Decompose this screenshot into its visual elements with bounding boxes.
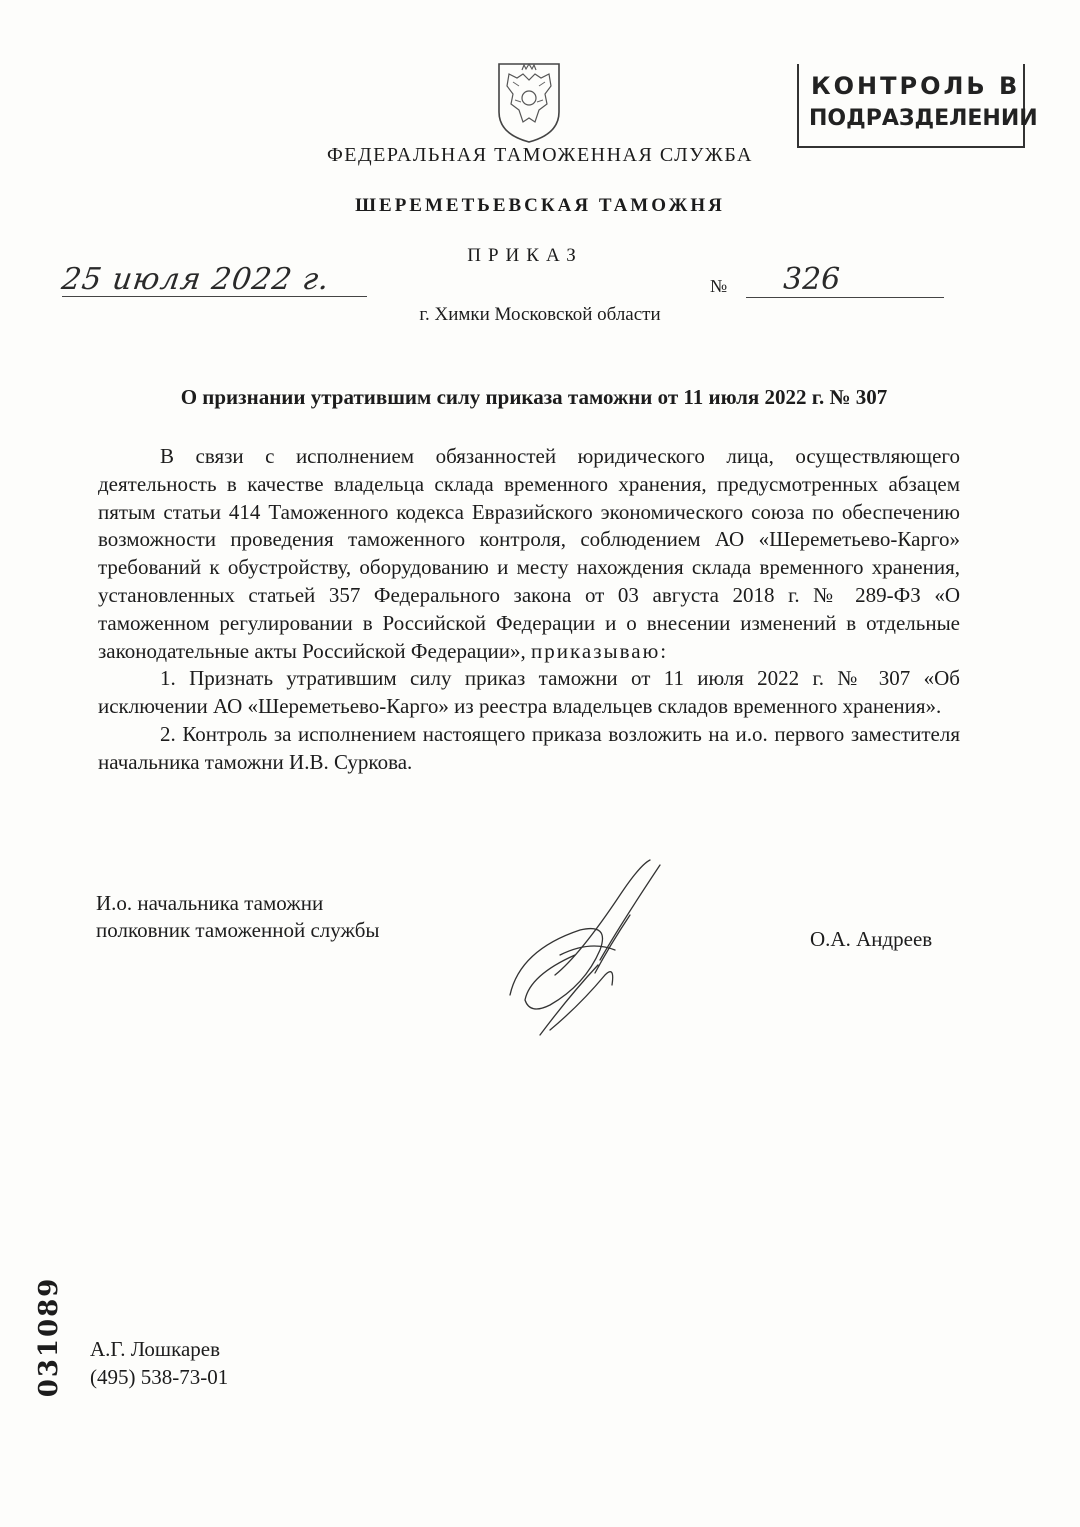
registration-number-text: 031089 <box>34 1276 64 1398</box>
registration-number <box>24 1276 74 1398</box>
number-underline <box>746 297 944 298</box>
item-2: 2. Контроль за исполнением настоящего приказа возложить на и.о. первого заместителя начальника таможни И.В. Суркова. <box>98 721 960 774</box>
executor-phone: (495) 538-73-01 <box>90 1365 229 1389</box>
control-stamp <box>797 64 1038 148</box>
service-name: ФЕДЕРАЛЬНАЯ ТАМОЖЕННАЯ СЛУЖБА <box>326 144 753 166</box>
document-type: ПРИКАЗ <box>467 245 583 266</box>
executor-name: А.Г. Лошкарев <box>90 1337 221 1361</box>
handwritten-signature-icon <box>500 855 680 1040</box>
number-sign: № <box>710 276 728 296</box>
handwritten-number: 326 <box>783 262 841 297</box>
state-emblem-icon <box>493 60 565 144</box>
document-body <box>98 443 960 777</box>
signer-rank: полковник таможенной службы <box>96 918 380 942</box>
item-1: 1. Признать утратившим силу приказ таможни от 11 июля 2022 г. № 307 «Об исключении АО «Шереметьево-Карго» из реестра владельцев складов временного хранения». <box>98 666 960 719</box>
order-verb: приказываю: <box>531 638 669 663</box>
handwritten-date: 25 июля 2022 г. <box>59 262 332 297</box>
preamble-text: В связи с исполнением обязанностей юридического лица, осуществляющего деятельность в качестве владельца склада временного хранения, предусмотренных абзацем пятым статьи 414 Таможенного кодекса Евразийского экономического союза по обеспечению возможности проведения таможенного контроля, соблюдением АО «Шереметьево-Карго» требований к обустройству, оборудованию и месту нахождения склада временного хранения, установленных статьей 357 Федерального закона от 03 августа 2018 г. № 289-ФЗ «О таможенном регулировании в Российской Федерации и о внесении изменений в отдельные законодательные акты Российской Федерации», <box>98 444 960 663</box>
date-underline <box>62 296 367 297</box>
stamp-line-2: ПОДРАЗДЕЛЕНИИ <box>809 106 1038 131</box>
preamble-paragraph <box>98 443 960 665</box>
customs-name: ШЕРЕМЕТЬЕВСКАЯ ТАМОЖНЯ <box>355 195 725 216</box>
signer-name: О.А. Андреев <box>810 927 933 951</box>
signer-position: И.о. начальника таможни <box>96 891 324 915</box>
stamp-line-1: КОНТРОЛЬ В <box>811 72 1021 100</box>
city-line: г. Химки Московской области <box>419 304 661 325</box>
document-heading: О признании утратившим силу приказа таможни от 11 июля 2022 г. № 307 <box>180 385 888 409</box>
